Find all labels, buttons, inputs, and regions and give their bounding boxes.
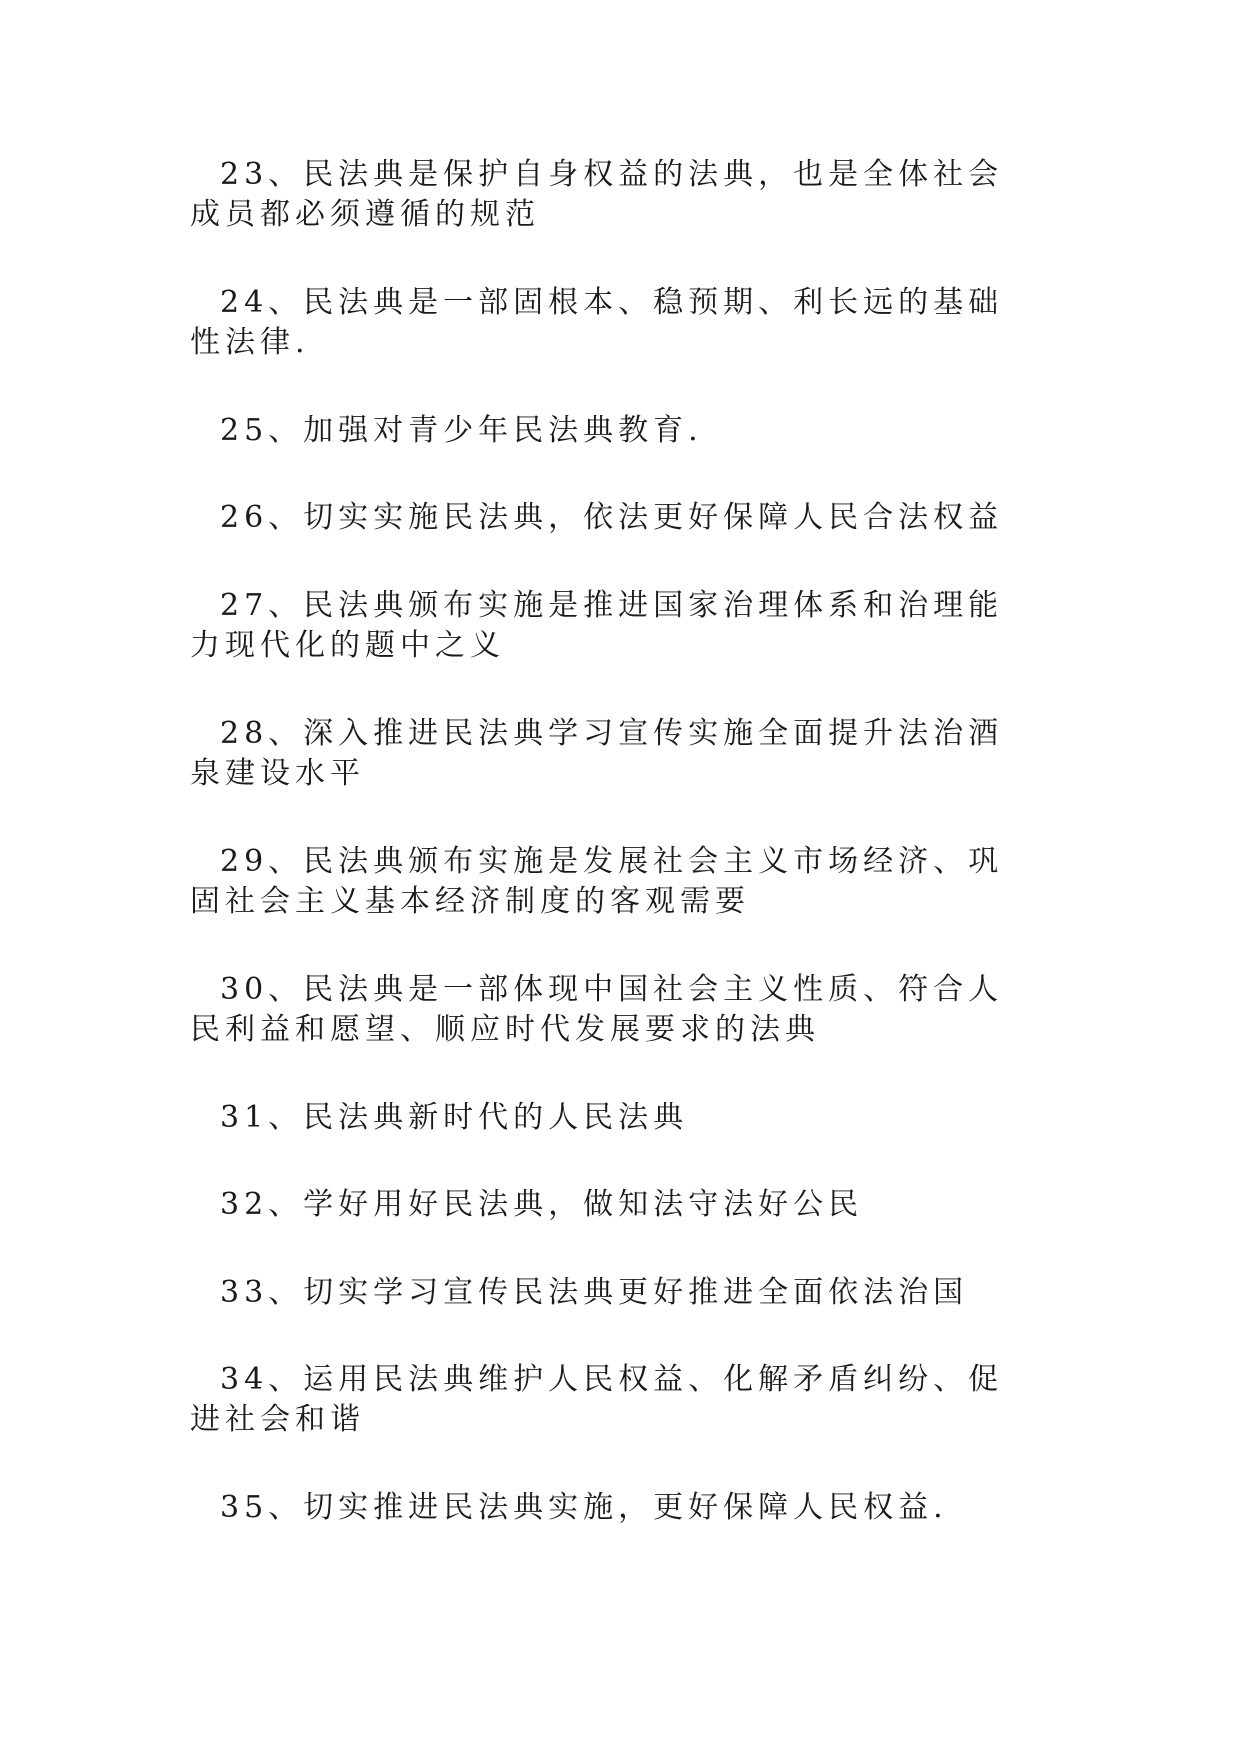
list-item: 33、切实学习宣传民法典更好推进全面依法治国 <box>220 1275 969 1310</box>
list-item: 23、民法典是保护自身权益的法典，也是全体社会成员都必须遵循的规范 <box>190 157 1004 232</box>
list-item: 34、运用民法典维护人民权益、化解矛盾纠纷、促进社会和谐 <box>190 1362 1004 1437</box>
list-item: 28、深入推进民法典学习宣传实施全面提升法治酒泉建设水平 <box>190 716 1004 791</box>
list-item: 31、民法典新时代的人民法典 <box>220 1100 689 1135</box>
list-item: 25、加强对青少年民法典教育. <box>220 413 703 448</box>
list-item: 35、切实推进民法典实施，更好保障人民权益. <box>220 1490 948 1525</box>
list-item: 27、民法典颁布实施是推进国家治理体系和治理能力现代化的题中之义 <box>190 588 1004 663</box>
list-item: 26、切实实施民法典，依法更好保障人民合法权益 <box>220 500 1004 535</box>
list-item: 29、民法典颁布实施是发展社会主义市场经济、巩固社会主义基本经济制度的客观需要 <box>190 844 1004 919</box>
list-item: 24、民法典是一部固根本、稳预期、利长远的基础性法律. <box>190 285 1004 360</box>
list-item: 32、学好用好民法典，做知法守法好公民 <box>220 1187 864 1222</box>
list-item: 30、民法典是一部体现中国社会主义性质、符合人民利益和愿望、顺应时代发展要求的法典 <box>190 972 1004 1047</box>
